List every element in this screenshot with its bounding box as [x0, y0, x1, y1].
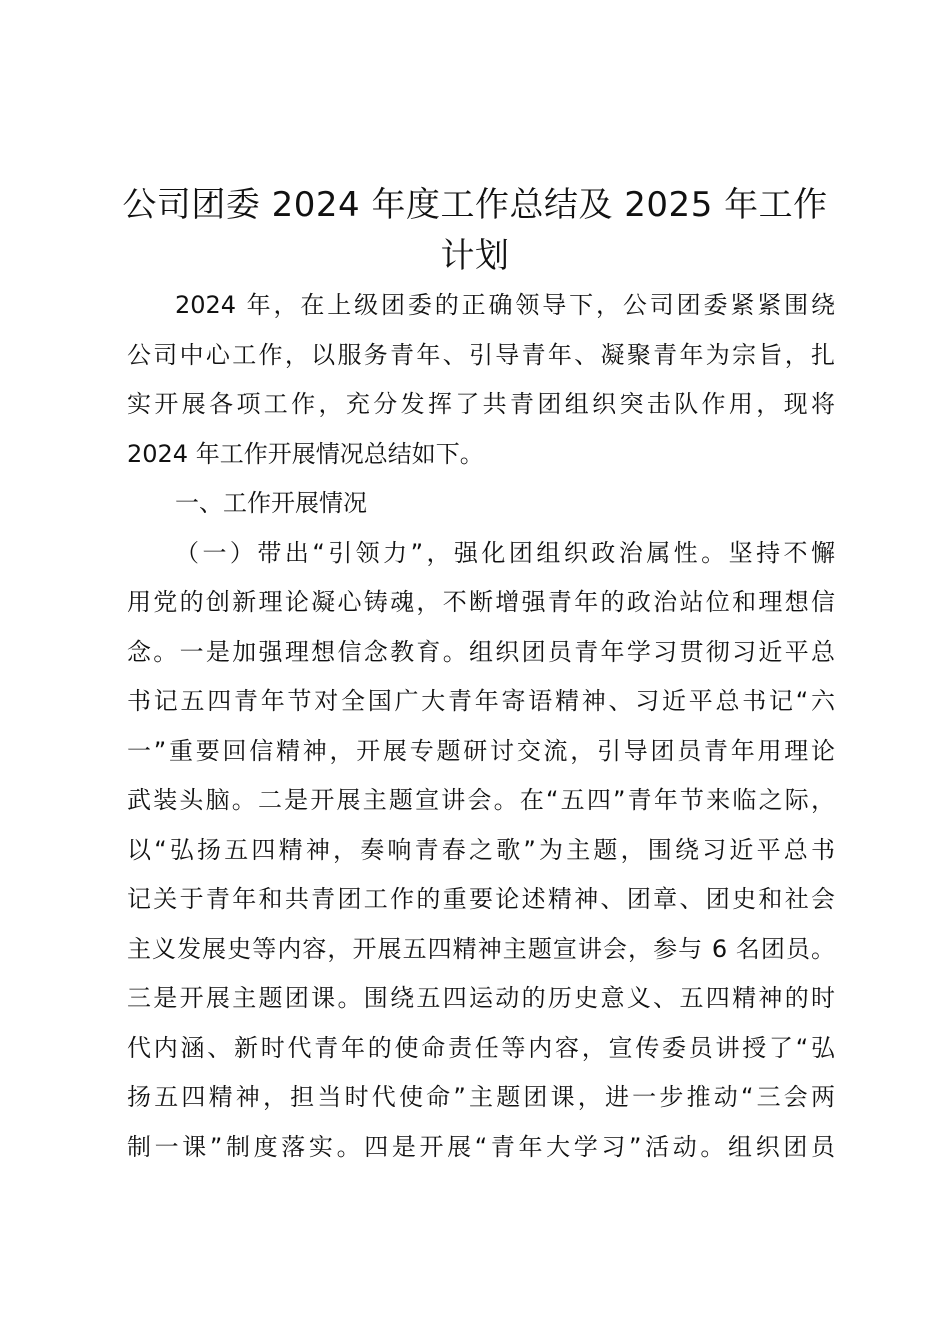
section1-line-4: 书记五四青年节对全国广大青年寄语精神、习近平总书记“六: [127, 687, 835, 715]
section1-line-7: 以“弘扬五四精神，奏响青春之歌”为主题，围绕习近平总书: [127, 835, 835, 864]
section1-line-12: 扬五四精神，担当时代使命”主题团课，进一步推动“三会两: [127, 1083, 835, 1111]
document-body: [127, 281, 835, 1172]
section-heading: [127, 479, 835, 529]
section-1-paragraph: [127, 529, 835, 1173]
section1-line-1: （一）带出“引领力”，强化团组织政治属性。坚持不懈: [175, 538, 835, 567]
section-heading-text: 一、工作开展情况: [175, 489, 367, 517]
intro-line-1: 2024 年，在上级团委的正确领导下，公司团委紧紧围绕: [175, 291, 835, 319]
intro-line-4: 2024 年工作开展情况总结如下。: [127, 439, 484, 468]
section1-line-9: 主义发展史等内容，开展五四精神主题宣讲会，参与 6 名团员。: [127, 934, 835, 963]
intro-line-3: 实开展各项工作，充分发挥了共青团组织突击队作用，现将: [127, 390, 835, 418]
section1-line-11: 代内涵、新时代青年的使命责任等内容，宣传委员讲授了“弘: [127, 1033, 835, 1062]
section1-line-5: 一”重要回信精神，开展专题研讨交流，引导团员青年用理论: [127, 736, 835, 765]
title-line-2: 计划: [440, 236, 510, 276]
title-line-1: 公司团委 2024 年度工作总结及 2025 年工作: [122, 185, 828, 225]
intro-line-2: 公司中心工作，以服务青年、引导青年、凝聚青年为宗旨，扎: [127, 340, 835, 369]
section1-line-13: 制一课”制度落实。四是开展“青年大学习”活动。组织团员: [127, 1132, 835, 1161]
section1-line-3: 念。一是加强理想信念教育。组织团员青年学习贯彻习近平总: [127, 637, 835, 666]
intro-paragraph: [127, 281, 835, 479]
document-title: [110, 180, 840, 282]
section1-line-8: 记关于青年和共青团工作的重要论述精神、团章、团史和社会: [127, 885, 835, 913]
section1-line-2: 用党的创新理论凝心铸魂，不断增强青年的政治站位和理想信: [127, 588, 835, 616]
section1-line-6: 武装头脑。二是开展主题宣讲会。在“五四”青年节来临之际，: [127, 786, 835, 814]
section1-line-10: 三是开展主题团课。围绕五四运动的历史意义、五四精神的时: [127, 984, 835, 1012]
